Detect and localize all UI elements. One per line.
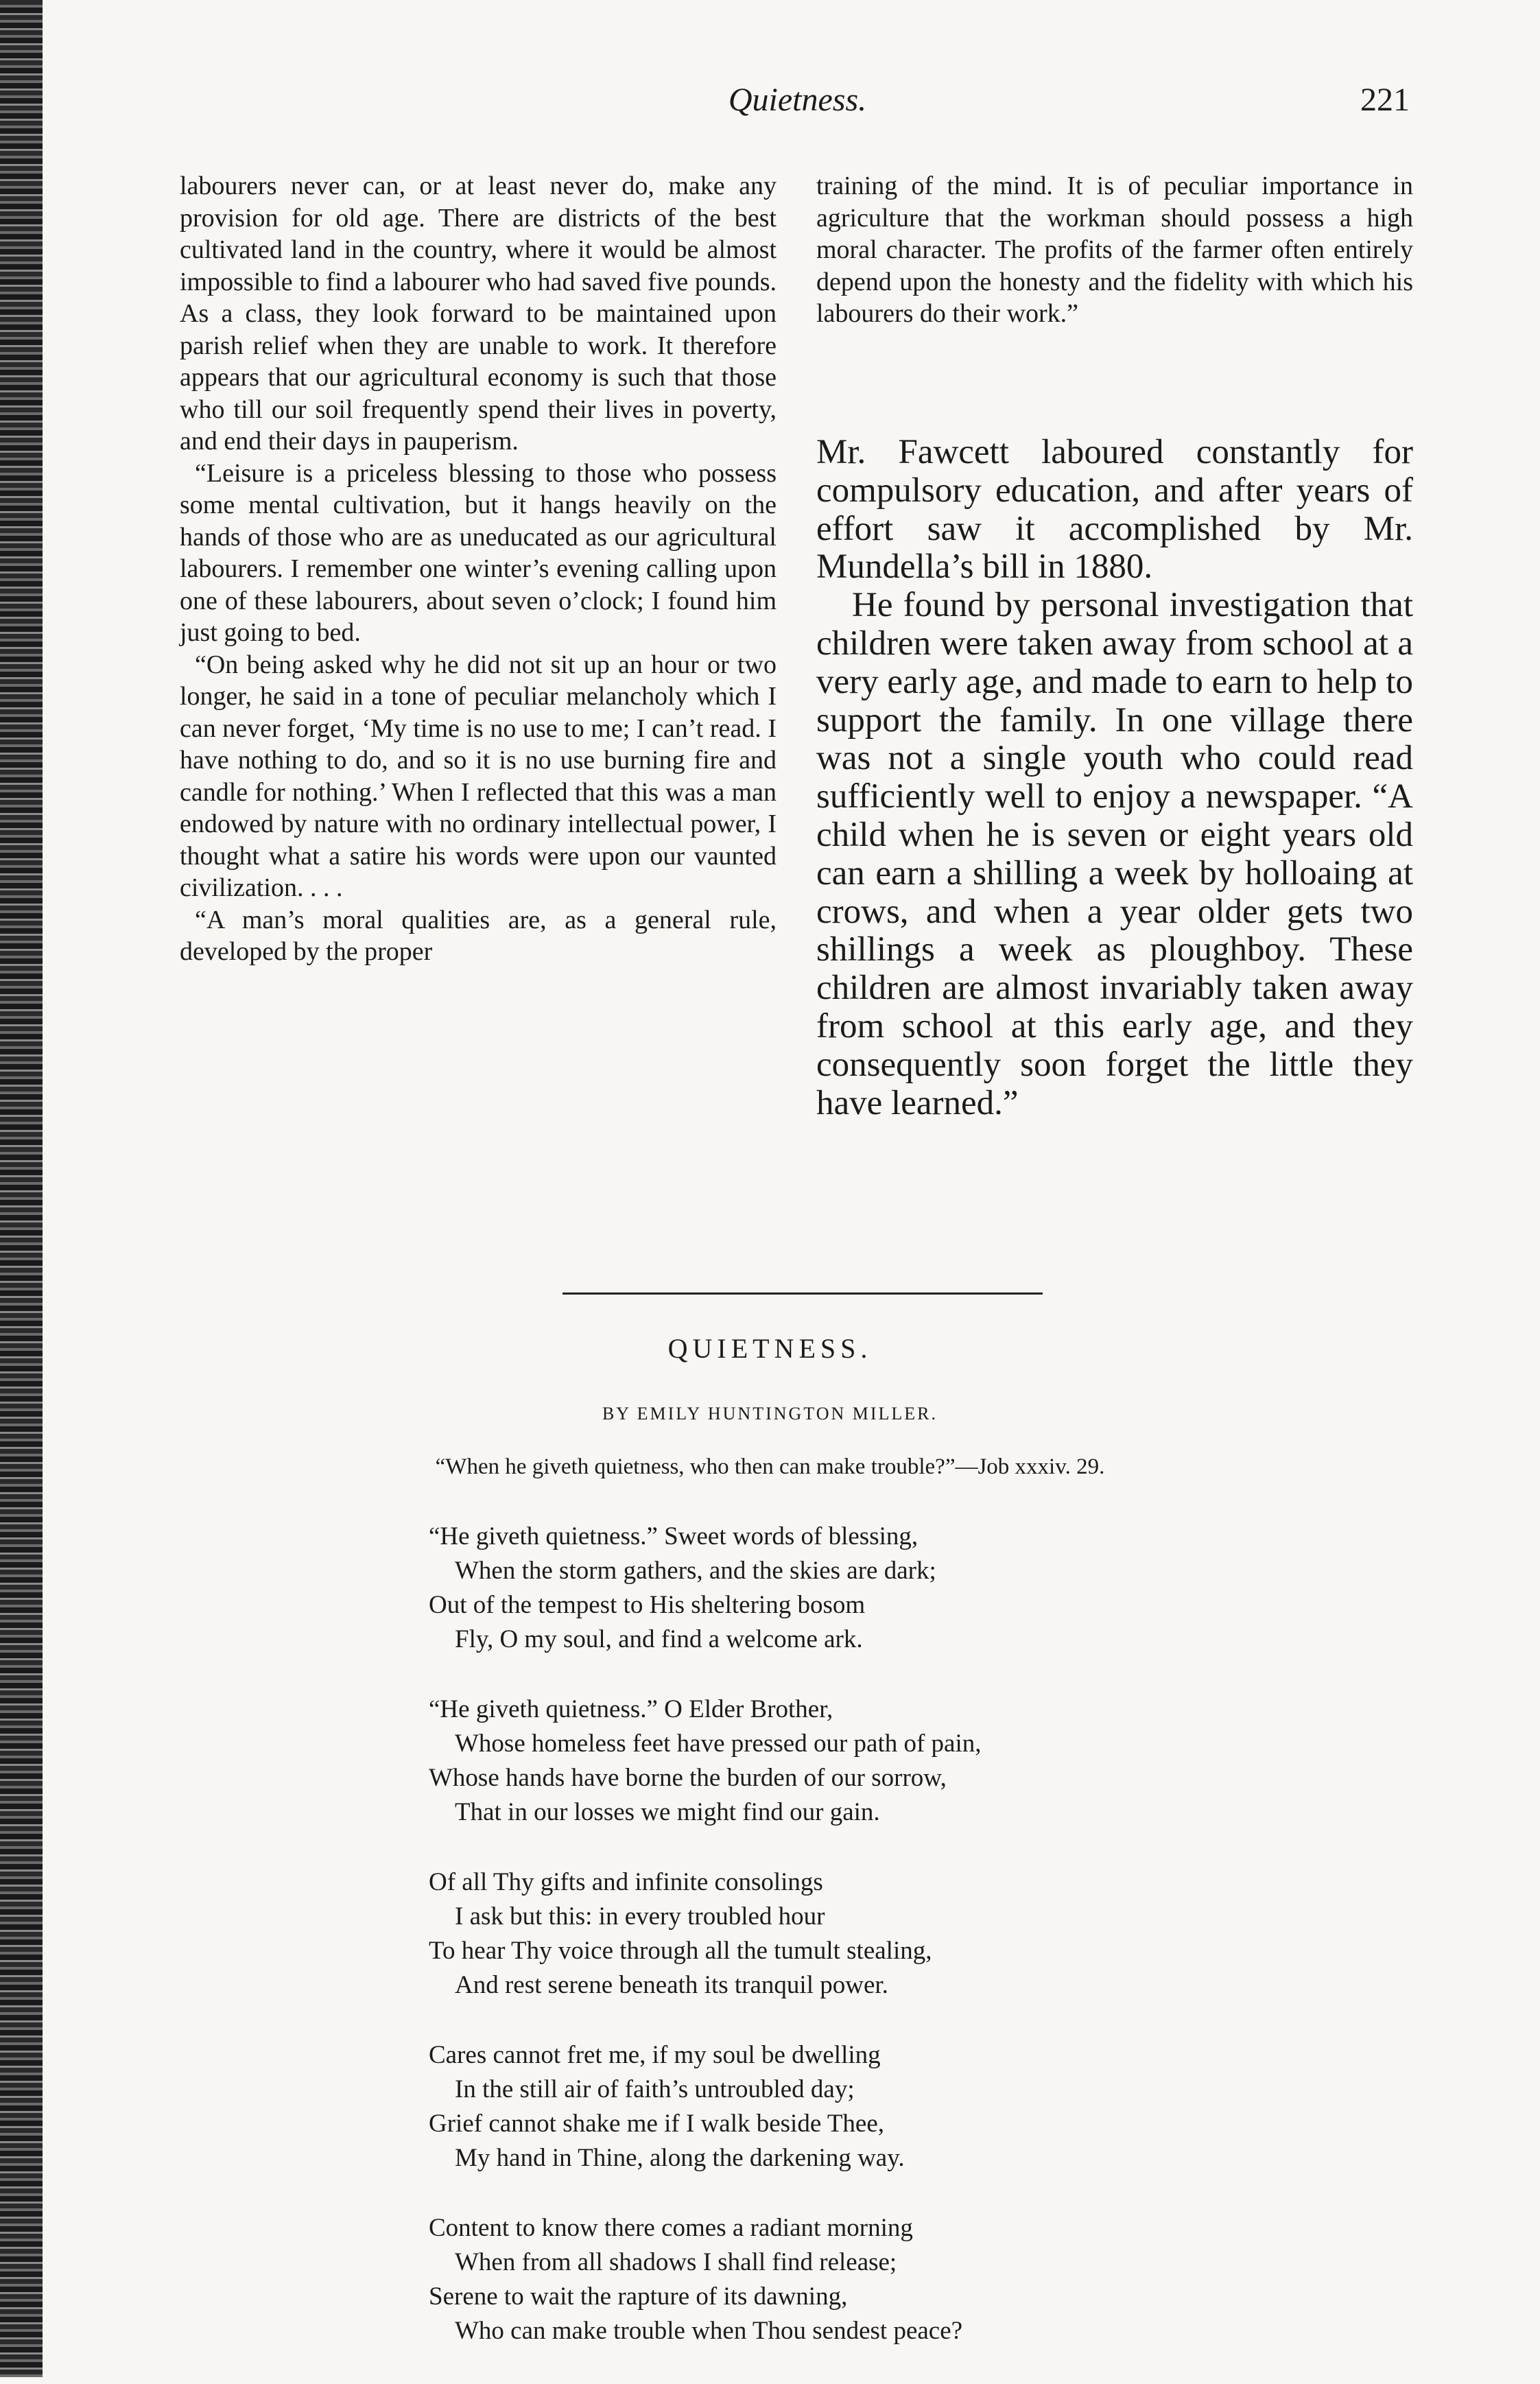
poem-line: To hear Thy voice through all the tumult stealing, [429, 1937, 932, 1965]
poem-line: Serene to wait the rapture of its dawning, [429, 2282, 848, 2311]
poem-title: QUIETNESS. [667, 1333, 873, 1364]
poem-line: Who can make trouble when Thou sendest peace? [455, 2317, 963, 2345]
poem-line: Out of the tempest to His sheltering bosom [429, 1591, 866, 1619]
poem-line: When the storm gathers, and the skies are dark; [455, 1557, 936, 1585]
poem-line: In the still air of faith’s untroubled day; [455, 2075, 855, 2103]
running-title: Quietness. [728, 82, 867, 118]
poem-stanza [429, 2211, 1458, 2348]
paragraph: “A man’s moral qualities are, as a general rule, developed by the proper [180, 905, 777, 966]
poem-epigraph: “When he giveth quietness, who then can make trouble?”—Job xxxiv. 29. [435, 1454, 1105, 1479]
book-binding-edge [0, 0, 43, 2377]
poem-line: My hand in Thine, along the darkening way. [455, 2144, 905, 2172]
poem-line: Of all Thy gifts and infinite consolings [429, 1868, 823, 1896]
page-number: 221 [1360, 82, 1410, 118]
poem-line: Cares cannot fret me, if my soul be dwelling [429, 2041, 881, 2069]
paragraph: “Leisure is a priceless blessing to those who possess some mental cultivation, but it hangs heavily on the hands of those who are as uneducated as our agricultural labourers. I remember one winter’s evening calling upon one of these labourers, about seven o’clock; I found him just going to bed. [180, 458, 777, 647]
poem-line: Fly, O my soul, and find a welcome ark. [455, 1625, 863, 1653]
poem-line: “He giveth quietness.” Sweet words of blessing, [429, 1522, 919, 1550]
poem-line: “He giveth quietness.” O Elder Brother, [429, 1695, 833, 1723]
paragraph: He found by personal investigation that children were taken away from school at a very early age, and made to earn to help to support the family. In one village there was not a single youth who could read sufficiently well to enjoy a newspaper. “A child when he is seven or eight years old can earn a shilling a week by holloaing at crows, and when a year older gets two shillings a week as ploughboy. These children are almost invariably taken away from school at this early age, and they consequently soon forget the little they have learned.” [816, 586, 1413, 1122]
paragraph: labourers never can, or at least never do, make any provision for old age. There are districts of the best cultivated land in the country, where it would be almost impossible to find a labourer who had saved five pounds. As a class, they look forward to be maintained upon parish relief when they are unable to work. It therefore appears that our agricultural economy is such that those who till our soil frequently spend their lives in poverty, and end their days in pauperism. [180, 172, 777, 456]
paragraph: training of the mind. It is of peculiar importance in agriculture that the workman should possess a high moral character. The profits of the farmer often entirely depend upon the honesty and the fidelity with which his labourers do their work.” [816, 172, 1413, 328]
poem-line: When from all shadows I shall find release; [455, 2248, 897, 2276]
paragraph: Mr. Fawcett laboured constantly for compulsory education, and after years of effort saw it accomplished by Mr. Mundella’s bill in 1880. [816, 433, 1413, 587]
poem-stanza [429, 1692, 1458, 1830]
poem-line: Whose homeless feet have pressed our path of pain, [455, 1730, 982, 1758]
paragraph: “On being asked why he did not sit up an hour or two longer, he said in a tone of peculiar melancholy which I can never forget, ‘My time is no use to me; I can’t read. I have nothing to do, and so it is no use burning fire and candle for nothing.’ When I reflected that this was a man endowed by nature with no ordinary intellectual power, I thought what a satire his words were upon our vaunted civilization. . . . [180, 650, 777, 902]
poem-line: I ask but this: in every troubled hour [455, 1902, 825, 1931]
right-column-large-text [816, 434, 1413, 1122]
section-divider [562, 1293, 1043, 1295]
poem-byline: BY EMILY HUNTINGTON MILLER. [602, 1404, 938, 1424]
poem-line: Grief cannot shake me if I walk beside Thee, [429, 2110, 885, 2138]
right-column-quote-end [816, 170, 1413, 330]
poem-body [429, 1520, 1458, 2384]
poem-stanza [429, 1520, 1458, 1657]
page-header [185, 81, 1410, 136]
poem-line: That in our losses we might find our gain. [455, 1798, 880, 1826]
poem-line: And rest serene beneath its tranquil power. [455, 1971, 888, 1999]
poem-line: Content to know there comes a radiant morning [429, 2214, 913, 2242]
poem-stanza [429, 2038, 1458, 2175]
left-column [180, 170, 777, 968]
poem-line: Whose hands have borne the burden of our sorrow, [429, 1764, 947, 1792]
poem-stanza [429, 1865, 1458, 2003]
